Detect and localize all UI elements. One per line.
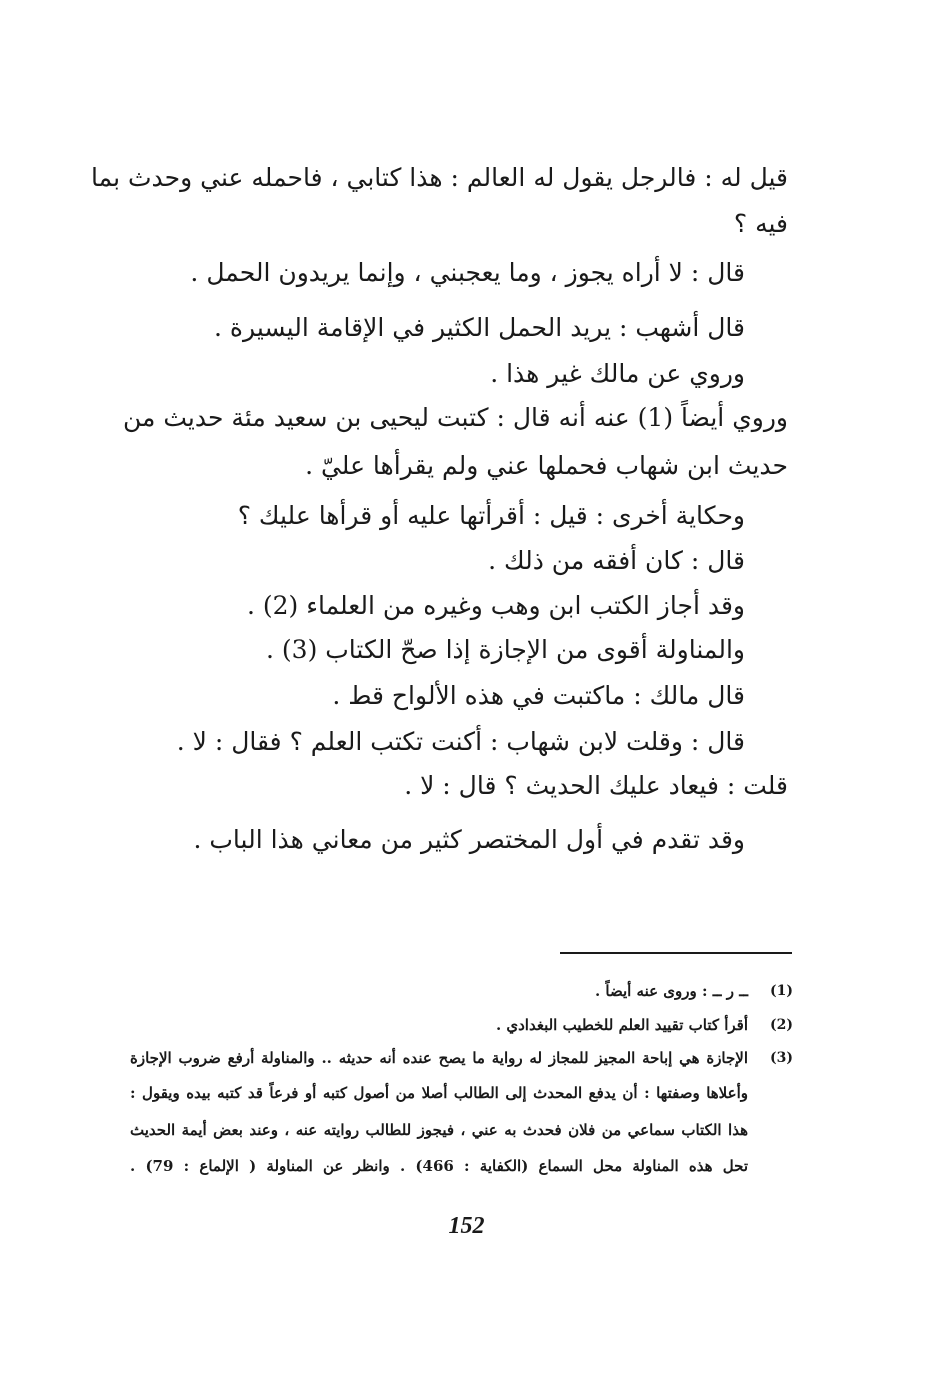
body-line-4: قال أشهب : يريد الحمل الكثير في الإقامة اليسيرة .	[214, 313, 745, 342]
body-line-3: قال : لا أراه يجوز ، وما يعجبني ، وإنما يريدون الحمل .	[190, 258, 745, 287]
footnote-number-3: (3)	[770, 1050, 793, 1066]
footnote-number-2: (2)	[770, 1017, 793, 1033]
body-line-13: قال : وقلت لابن شهاب : أكنت تكتب العلم ؟ فقال : لا .	[176, 727, 745, 756]
body-line-6: وروي أيضاً (1) عنه أنه قال : كتبت ليحيى بن سعيد مئة حديث من	[123, 403, 788, 432]
footnote-number-1: (1)	[770, 983, 793, 999]
body-line-14: قلت : فيعاد عليك الحديث ؟ قال : لا .	[404, 771, 788, 800]
body-line-9: قال : كان أفقه من ذلك .	[488, 546, 745, 575]
footnote-3-line-1: الإجازة هي إباحة المجيز للمجاز له رواية ما يصح عنده أنه حديثه .. والمناولة أرفع ضروب الإجازة	[130, 1049, 748, 1067]
body-line-11: والمناولة أقوى من الإجازة إذا صحّ الكتاب (3) .	[266, 635, 745, 664]
footnote-1-line-1: ــ ر ــ : وروى عنه أيضاً .	[594, 982, 748, 1000]
body-line-15: وقد تقدم في أول المختصر كثير من معاني هذا الباب .	[193, 825, 745, 854]
footnote-3-line-3: هذا الكتاب سماعي من فلان فحدث به عني ، فيجوز للطالب روايته عنه ، وعند بعض أيمة الحديث	[130, 1121, 748, 1139]
body-line-10: وقد أجاز الكتب ابن وهب وغيره من العلماء (2) .	[246, 591, 745, 620]
body-line-5: وروي عن مالك غير هذا .	[490, 359, 745, 388]
body-line-2: فيه ؟	[733, 209, 788, 238]
footnote-separator	[560, 952, 792, 954]
body-line-12: قال مالك : ماكتبت في هذه الألواح قط .	[332, 681, 745, 710]
body-line-8: وحكاية أخرى : قيل : أقرأتها عليه أو قرأها عليك ؟	[237, 501, 745, 530]
page-number: 152	[448, 1213, 485, 1239]
footnote-3-line-4: تحل هذه المناولة محل السماع (الكفاية : 466) . وانظر عن المناولة ( الإلماع : 79) .	[130, 1157, 748, 1175]
body-line-7: حديث ابن شهاب فحملها عني ولم يقرأها عليّ .	[305, 451, 788, 480]
footnote-3-line-2: وأعلاها وصفتها : أن يدفع المحدث إلى الطالب أصلا من أصول كتبه أو فرعاً قد كتبه بيده ويقول :	[130, 1084, 748, 1102]
body-line-1: قيل له : فالرجل يقول له العالم : هذا كتابي ، فاحمله عني وحدث بما	[91, 163, 788, 192]
footnote-2-line-1: أقرأ كتاب تقييد العلم للخطيب البغدادي .	[495, 1016, 748, 1034]
